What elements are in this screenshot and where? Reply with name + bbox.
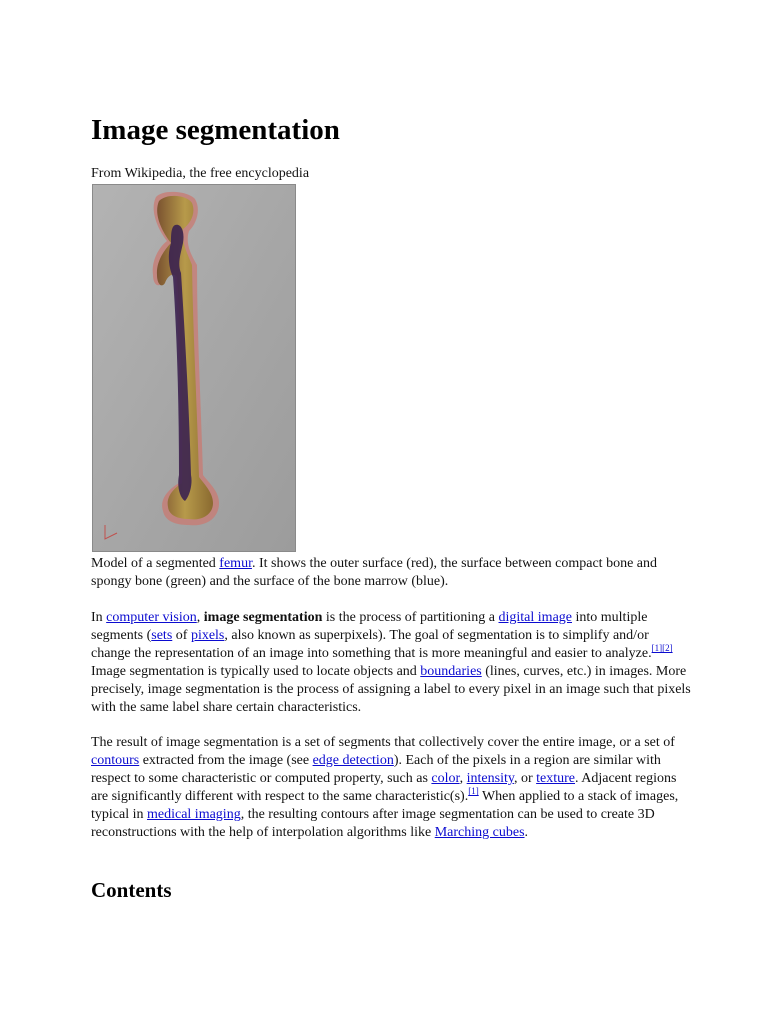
caption-text: Model of a segmented (91, 556, 220, 571)
paragraph-text: Image segmentation is typically used to locate objects and (91, 664, 421, 679)
link-sets[interactable]: sets (151, 628, 173, 643)
link-medical-imaging[interactable]: medical imaging (147, 807, 241, 822)
segmented-femur-icon (93, 185, 295, 551)
paragraph-text: is the process of partitioning a (322, 610, 499, 625)
paragraph-text: , (459, 771, 467, 786)
link-intensity[interactable]: intensity (466, 771, 514, 786)
link-pixels[interactable]: pixels (190, 628, 225, 643)
paragraph-text: ). Each of the pixels in a region are similar with respect to some characteristic or computed property, such as (91, 753, 661, 786)
caption-text: . It shows the outer surface (red), the surface between compact bone and spongy bone (green) and the surface of the bone marrow (blue). (91, 556, 658, 589)
link-edge-detection[interactable]: edge detection (312, 753, 394, 768)
paragraph-text: In (91, 610, 107, 625)
intro-paragraph (91, 609, 691, 717)
reference-link[interactable]: [1][2] (651, 643, 673, 653)
paragraph-text: The result of image segmentation is a set of segments that collectively cover the entire image, or a set of (91, 735, 675, 750)
paragraph-text: , also known as superpixels). The goal of segmentation is to simplify and/or change the representation of an image into something that is more meaningful and easier to analyze. (91, 628, 652, 661)
link-femur[interactable]: femur (219, 556, 252, 571)
figure-caption (91, 555, 691, 591)
femur-figure[interactable] (92, 184, 296, 552)
reference-link[interactable]: [1] (468, 786, 479, 796)
paragraph-text: . (524, 825, 529, 840)
paragraph-text: extracted from the image (see (139, 753, 313, 768)
paragraph-text: , or (513, 771, 537, 786)
paragraph-text: into multiple segments ( (91, 610, 648, 643)
paragraph-text: , the resulting contours after image segmentation can be used to create 3D reconstructions with the help of interpolation algorithms like (91, 807, 655, 840)
link-boundaries[interactable]: boundaries (420, 664, 482, 679)
paragraph-text: (lines, curves, etc.) in images. More precisely, image segmentation is the process of assigning a label to every pixel in an image such that pixels with the same label share certain characteristics. (91, 664, 691, 715)
link-texture[interactable]: texture (536, 771, 575, 786)
paragraph-text: , (196, 610, 204, 625)
link-computer-vision[interactable]: computer vision (106, 610, 197, 625)
link-digital-image[interactable]: digital image (498, 610, 572, 625)
result-paragraph (91, 734, 691, 842)
paragraph-text: of (172, 628, 191, 643)
link-contours[interactable]: contours (91, 753, 140, 768)
page-tagline: From Wikipedia, the free encyclopedia (91, 166, 310, 181)
link-marching-cubes[interactable]: Marching cubes (434, 825, 525, 840)
bold-term: image segmentation (203, 610, 323, 625)
paragraph-text: . Adjacent regions are significantly different with respect to the same characteristic(s). (91, 771, 677, 804)
contents-heading: Contents (91, 878, 172, 902)
page-title: Image segmentation (91, 114, 340, 146)
paragraph-text: When applied to a stack of images, typical in (91, 789, 679, 822)
link-color[interactable]: color (431, 771, 460, 786)
